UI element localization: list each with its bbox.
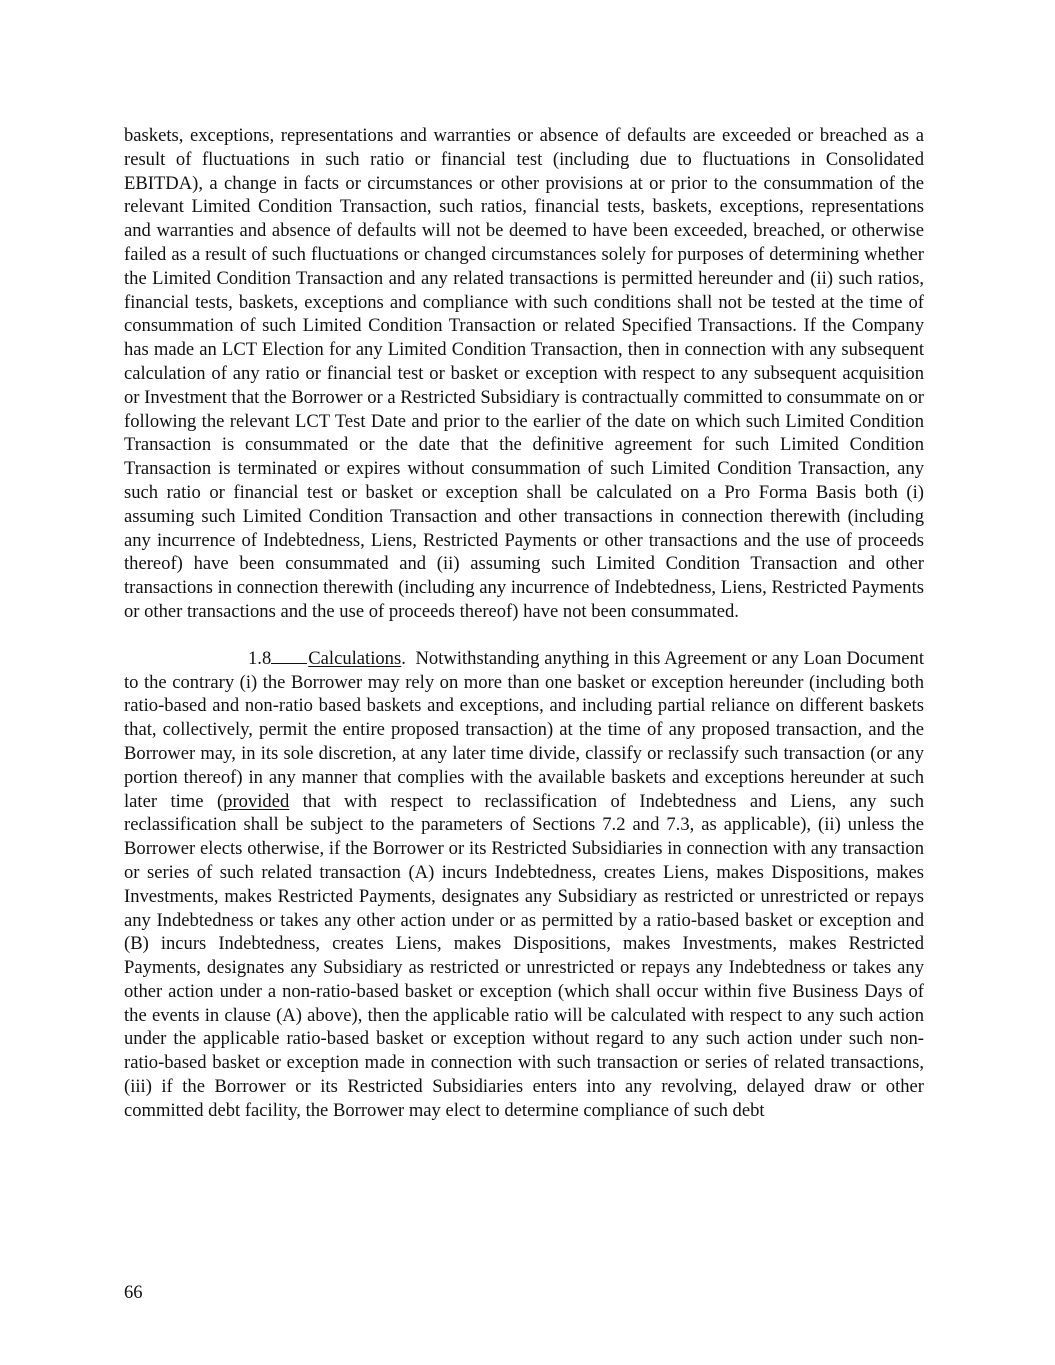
section-number: 1.8 — [248, 647, 272, 669]
section-heading-punctuation: . — [401, 647, 406, 669]
section-body-part-2: that with respect to reclassification of Indebtedness and Liens, any such reclassification shall be subject to the parameters of Sections 7.2 and 7.3, as applicable), (ii) unless the Borrower elects otherwise, if the Borrower or its Restricted Subsidiaries in connection with any transaction or series of such related transaction (A) incurs Indebtedness, creates Liens, makes Dispositions, makes Investments, makes Restricted Payments, designates any Subsidiary as restricted or unrestricted or repays any Indebtedness or takes any other action under or as permitted by a ratio-based basket or exception and (B) incurs Indebtedness, creates Liens, makes Dispositions, makes Investments, makes Restricted Payments, designates any Subsidiary as restricted or unrestricted or repays any Indebtedness or takes any other action under a non-ratio-based basket or exception (which shall occur within five Business Days of the events in clause (A) above), then the applicable ratio will be calculated with respect to any such action under the applicable ratio-based basket or exception without regard to any such action under such non-ratio-based basket or exception made in connection with such transaction or series of related transactions, (iii) if the Borrower or its Restricted Subsidiaries enters into any revolving, delayed draw or other committed debt facility, the Borrower may elect to determine compliance of such debt — [124, 790, 924, 1121]
section-1-8-paragraph — [124, 647, 929, 1123]
body-paragraph-continued: baskets, exceptions, representations and warranties or absence of defaults are exceeded or breached as a result of fluctuations in such ratio or financial test (including due to fluctuations in Consolidated EBITDA), a change in facts or circumstances or other provisions at or prior to the consummation of the relevant Limited Condition Transaction, such ratios, financial tests, baskets, exceptions, representations and warranties and absence of defaults will not be deemed to have been exceeded, breached, or otherwise failed as a result of such fluctuations or changed circumstances solely for purposes of determining whether the Limited Condition Transaction and any related transactions is permitted hereunder and (ii) such ratios, financial tests, baskets, exceptions and compliance with such conditions shall not be tested at the time of consummation of such Limited Condition Transaction or related Specified Transactions. If the Company has made an LCT Election for any Limited Condition Transaction, then in connection with any subsequent calculation of any ratio or financial test or basket or exception with respect to any subsequent acquisition or Investment that the Borrower or a Restricted Subsidiary is contractually committed to consummate on or following the relevant LCT Test Date and prior to the earlier of the date on which such Limited Condition Transaction is consummated or the date that the definitive agreement for such Limited Condition Transaction is terminated or expires without consummation of such Limited Condition Transaction, any such ratio or financial test or basket or exception shall be calculated on a Pro Forma Basis both (i) assuming such Limited Condition Transaction and other transactions in connection therewith (including any incurrence of Indebtedness, Liens, Restricted Payments or other transactions and the use of proceeds thereof) have been consummated and (ii) assuming such Limited Condition Transaction and other transactions in connection therewith (including any incurrence of Indebtedness, Liens, Restricted Payments or other transactions and the use of proceeds thereof) have not been consummated. — [124, 125, 924, 622]
section-heading: Calculations — [308, 647, 402, 669]
section-body-part-1: Notwithstanding anything in this Agreement or any Loan Document to the contrary (i) the Borrower may rely on more than one basket or exception hereunder (including both ratio-based and non-ratio based baskets and exceptions, and including partial reliance on different baskets that, collectively, permit the entire proposed transaction) at the time of any proposed transaction, and the Borrower may, in its sole discretion, at any later time divide, classify or reclassify such transaction (or any portion thereof) in any manner that complies with the available baskets and exceptions hereunder at such later time ( — [124, 647, 929, 812]
page-number: 66 — [124, 1282, 143, 1303]
document-page — [124, 124, 929, 1123]
section-number-underline-gap — [271, 648, 307, 664]
provided-term: provided — [223, 790, 290, 812]
